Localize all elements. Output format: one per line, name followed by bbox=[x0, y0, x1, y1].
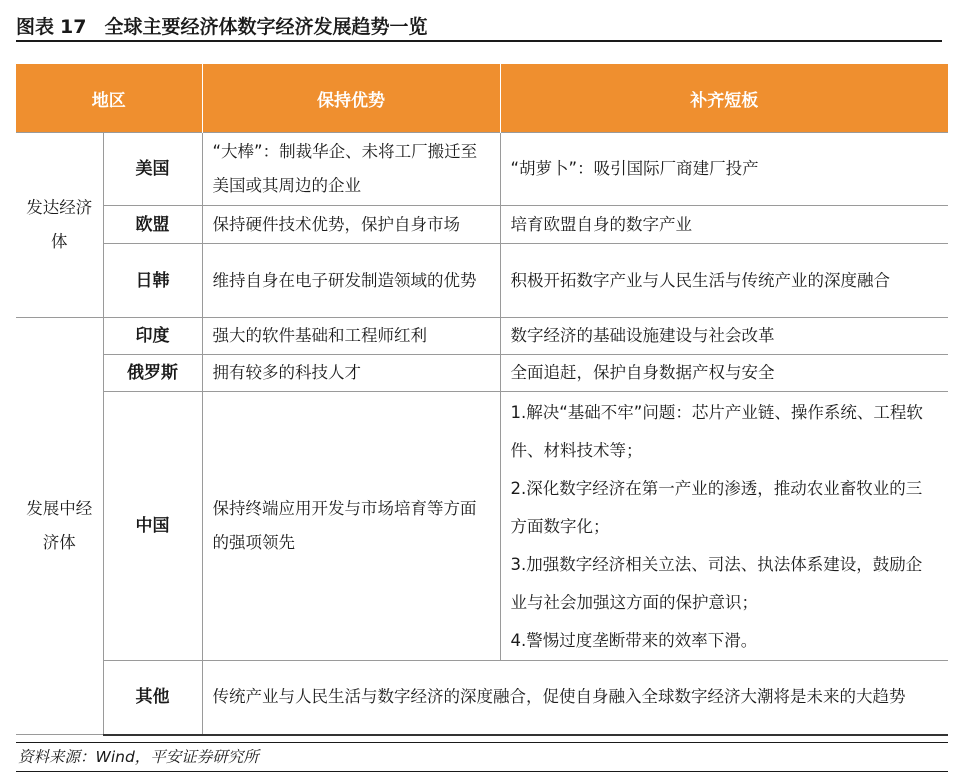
header-advantage: 保持优势 bbox=[202, 64, 500, 133]
ru-advantage: 拥有较多的科技人才 bbox=[202, 355, 500, 392]
country-eu: 欧盟 bbox=[103, 206, 202, 244]
group-developed: 发达经济体 bbox=[16, 133, 103, 318]
cn-shortcoming-item-3: 3.加强数字经济相关立法、司法、执法体系建设，鼓励企业与社会加强这方面的保护意识； bbox=[510, 555, 923, 612]
group-developing: 发展中经济体 bbox=[16, 318, 103, 735]
cn-shortcoming bbox=[500, 392, 948, 661]
chart-title bbox=[16, 12, 942, 42]
country-in: 印度 bbox=[103, 318, 202, 355]
title-text: 全球主要经济体数字经济发展趋势一览 bbox=[104, 16, 428, 38]
country-jk: 日韩 bbox=[103, 244, 202, 318]
country-cn: 中国 bbox=[103, 392, 202, 661]
country-us: 美国 bbox=[103, 133, 202, 206]
title-label: 图表 bbox=[16, 16, 55, 38]
source-note: 资料来源：Wind，平安证券研究所 bbox=[16, 742, 948, 772]
trend-table bbox=[16, 64, 948, 736]
cn-shortcoming-item-4: 4.警惕过度垄断带来的效率下滑。 bbox=[510, 631, 758, 650]
other-text: 传统产业与人民生活与数字经济的深度融合，促使自身融入全球数字经济大潮将是未来的大趋势 bbox=[202, 661, 948, 735]
table-row bbox=[16, 661, 948, 735]
jk-shortcoming: 积极开拓数字产业与人民生活与传统产业的深度融合 bbox=[500, 244, 948, 318]
us-advantage: “大棒”：制裁华企、未将工厂搬迁至美国或其周边的企业 bbox=[202, 133, 500, 206]
eu-shortcoming: 培育欧盟自身的数字产业 bbox=[500, 206, 948, 244]
in-shortcoming: 数字经济的基础设施建设与社会改革 bbox=[500, 318, 948, 355]
table-row bbox=[16, 318, 948, 355]
header-region: 地区 bbox=[16, 64, 202, 133]
country-ru: 俄罗斯 bbox=[103, 355, 202, 392]
eu-advantage: 保持硬件技术优势，保护自身市场 bbox=[202, 206, 500, 244]
cn-shortcoming-item-1: 1.解决“基础不牢”问题：芯片产业链、操作系统、工程软件、材料技术等； bbox=[510, 403, 923, 460]
jk-advantage: 维持自身在电子研发制造领域的优势 bbox=[202, 244, 500, 318]
title-number: 17 bbox=[60, 16, 87, 38]
table-row bbox=[16, 392, 948, 661]
ru-shortcoming: 全面追赶，保护自身数据产权与安全 bbox=[500, 355, 948, 392]
cn-advantage: 保持终端应用开发与市场培育等方面的强项领先 bbox=[202, 392, 500, 661]
us-shortcoming: “胡萝卜”：吸引国际厂商建厂投产 bbox=[500, 133, 948, 206]
header-shortcoming: 补齐短板 bbox=[500, 64, 948, 133]
table-row bbox=[16, 355, 948, 392]
table-row bbox=[16, 133, 948, 206]
table-row bbox=[16, 206, 948, 244]
country-other: 其他 bbox=[103, 661, 202, 735]
cn-shortcoming-item-2: 2.深化数字经济在第一产业的渗透，推动农业畜牧业的三方面数字化； bbox=[510, 479, 923, 536]
table-row bbox=[16, 244, 948, 318]
header-row bbox=[16, 64, 948, 133]
in-advantage: 强大的软件基础和工程师红利 bbox=[202, 318, 500, 355]
